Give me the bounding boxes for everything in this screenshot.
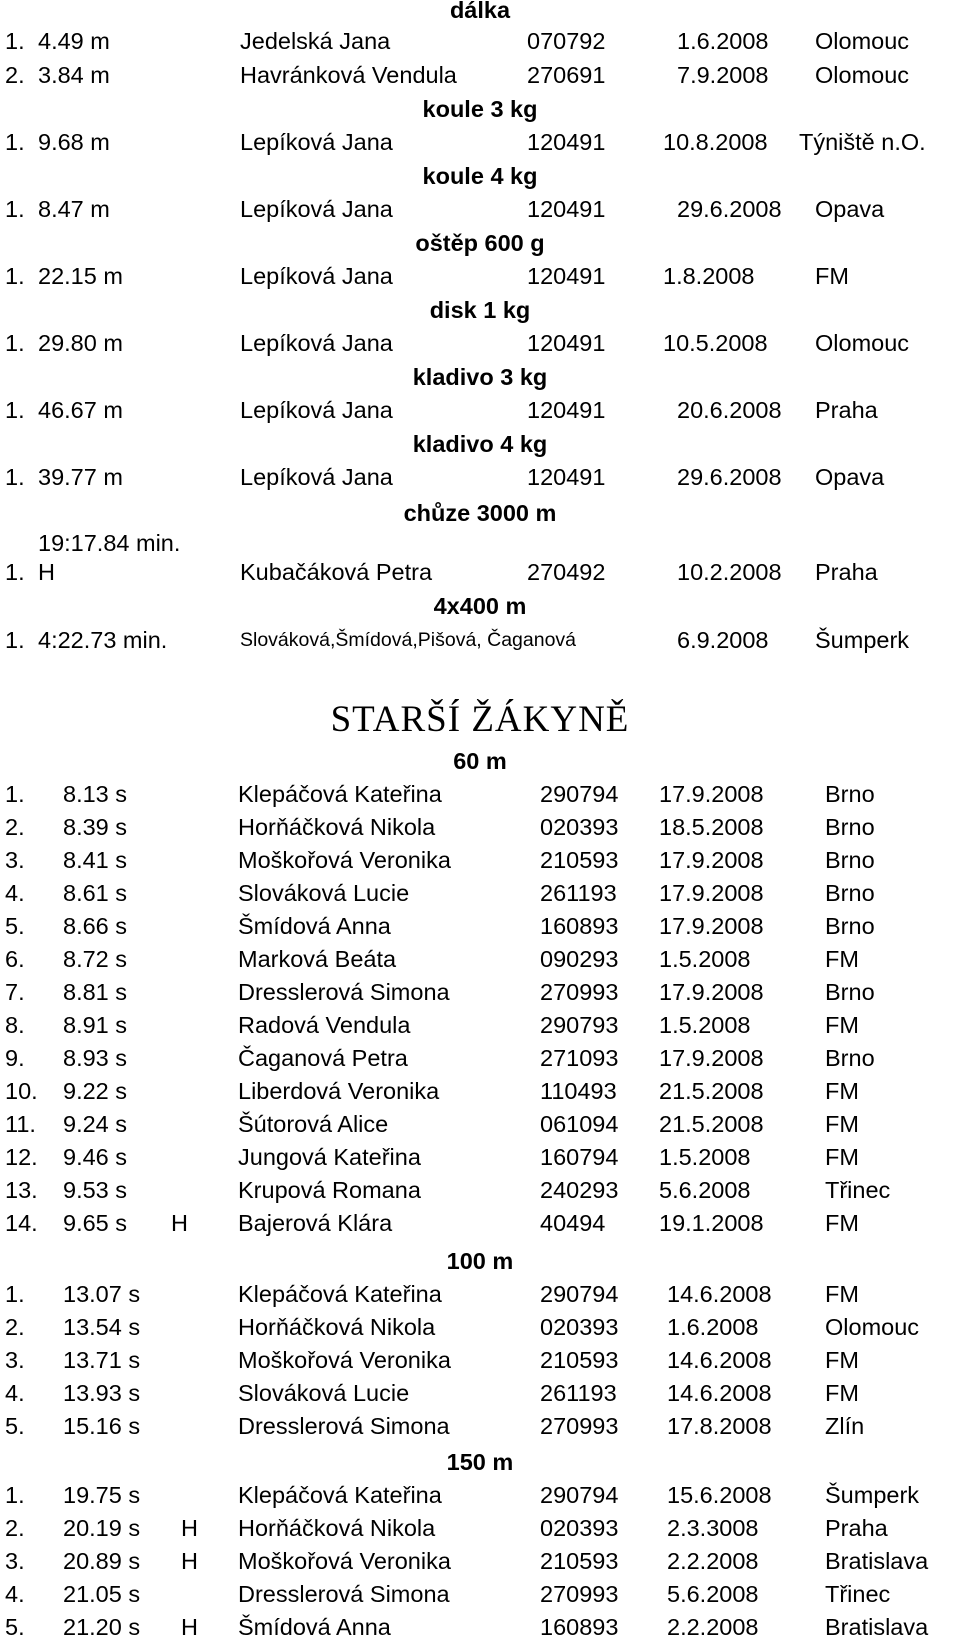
result: 8.93 s	[63, 1045, 128, 1071]
date: 17.9.2008	[659, 847, 764, 873]
result: 8.47 m	[38, 196, 110, 222]
place: Třinec	[825, 1177, 891, 1203]
result: 4:22.73 min.	[38, 627, 168, 653]
date: 1.8.2008	[663, 263, 755, 289]
date: 18.5.2008	[659, 814, 764, 840]
result-row	[0, 394, 960, 427]
result-row	[0, 1479, 960, 1512]
result: 19.75 s	[63, 1482, 141, 1508]
result: 8.66 s	[63, 913, 128, 939]
result: H	[38, 559, 55, 585]
born: 120491	[527, 397, 606, 423]
rank: 5.	[5, 1614, 25, 1640]
result: 39.77 m	[38, 464, 123, 490]
event-heading: oštěp 600 g	[415, 230, 545, 256]
born: 270993	[540, 1581, 619, 1607]
rank: 8.	[5, 1012, 25, 1038]
result: 20.19 s	[63, 1515, 141, 1541]
athlete: Krupová Romana	[238, 1177, 421, 1203]
result-row	[0, 327, 960, 360]
date: 21.5.2008	[659, 1078, 764, 1104]
result-row	[0, 1311, 960, 1344]
result-row	[0, 1278, 960, 1311]
place: FM	[825, 1380, 859, 1406]
rank: 4.	[5, 1380, 25, 1406]
date: 1.5.2008	[659, 1144, 751, 1170]
athlete: Horňáčková Nikola	[238, 814, 436, 840]
born: 120491	[527, 330, 606, 356]
flag: H	[181, 1548, 198, 1574]
date: 1.6.2008	[677, 28, 769, 54]
date: 17.9.2008	[659, 880, 764, 906]
born: 210593	[540, 847, 619, 873]
result: 9.68 m	[38, 129, 110, 155]
result-row	[0, 1512, 960, 1545]
athlete: Bajerová Klára	[238, 1210, 393, 1236]
born: 020393	[540, 1515, 619, 1541]
place: Třinec	[825, 1581, 891, 1607]
result-row	[0, 126, 960, 159]
rank: 1.	[5, 559, 25, 585]
athlete: Lepíková Jana	[240, 464, 393, 490]
born: 070792	[527, 28, 606, 54]
born: 160794	[540, 1144, 619, 1170]
athlete: Jungová Kateřina	[238, 1144, 421, 1170]
date: 1.5.2008	[659, 946, 751, 972]
result: 21.20 s	[63, 1614, 141, 1640]
place: Opava	[815, 464, 885, 490]
athlete: Jedelská Jana	[240, 28, 391, 54]
born: 290794	[540, 781, 619, 807]
rank: 13.	[5, 1177, 38, 1203]
flag: H	[181, 1614, 198, 1640]
date: 29.6.2008	[677, 196, 782, 222]
place: Brno	[825, 979, 875, 1005]
rank: 1.	[5, 263, 25, 289]
result-row	[0, 1009, 960, 1042]
date: 14.6.2008	[667, 1281, 772, 1307]
date: 29.6.2008	[677, 464, 782, 490]
rank: 1.	[5, 330, 25, 356]
date: 19.1.2008	[659, 1210, 764, 1236]
place: FM	[825, 946, 859, 972]
place: Olomouc	[815, 28, 910, 54]
place: Týniště n.O.	[799, 129, 926, 155]
place: Brno	[825, 880, 875, 906]
rank: 1.	[5, 1281, 25, 1307]
event-heading: disk 1 kg	[429, 297, 531, 323]
result-row	[0, 1042, 960, 1075]
flag: H	[171, 1210, 188, 1236]
athlete: Lepíková Jana	[240, 129, 393, 155]
result-row	[0, 1545, 960, 1578]
rank: 3.	[5, 1347, 25, 1373]
result: 8.41 s	[63, 847, 128, 873]
result-row	[0, 461, 960, 494]
rank: 5.	[5, 913, 25, 939]
athlete: Moškořová Veronika	[238, 1548, 451, 1574]
born: 120491	[527, 196, 606, 222]
rank: 2.	[5, 1314, 25, 1340]
date: 17.8.2008	[667, 1413, 772, 1439]
result: 4.49 m	[38, 28, 110, 54]
athlete: Radová Vendula	[238, 1012, 411, 1038]
date: 17.9.2008	[659, 781, 764, 807]
athlete: Lepíková Jana	[240, 263, 393, 289]
born: 40494	[540, 1210, 606, 1236]
rank: 1.	[5, 627, 25, 653]
athlete: Horňáčková Nikola	[238, 1515, 436, 1541]
result-row	[0, 1344, 960, 1377]
place: Praha	[825, 1515, 888, 1541]
place: Brno	[825, 1045, 875, 1071]
result: 29.80 m	[38, 330, 123, 356]
event-heading: chůze 3000 m	[403, 500, 557, 526]
result: 22.15 m	[38, 263, 123, 289]
result-row	[0, 193, 960, 226]
result-row	[0, 1377, 960, 1410]
place: Olomouc	[825, 1314, 920, 1340]
result-row	[0, 778, 960, 811]
event-heading: 60 m	[453, 748, 507, 774]
rank: 2.	[5, 814, 25, 840]
athlete: Kubačáková Petra	[240, 559, 433, 585]
result: 9.22 s	[63, 1078, 128, 1104]
date: 10.2.2008	[677, 559, 782, 585]
rank: 1.	[5, 196, 25, 222]
athlete: Šmídová Anna	[238, 913, 391, 939]
athlete: Lepíková Jana	[240, 330, 393, 356]
place: Šumperk	[825, 1482, 920, 1508]
born: 271093	[540, 1045, 619, 1071]
athlete: Havránková Vendula	[240, 62, 457, 88]
athlete: Slováková,Šmídová,Pišová, Čaganová	[240, 629, 577, 651]
athlete: Liberdová Veronika	[238, 1078, 440, 1104]
athlete: Dresslerová Simona	[238, 1413, 450, 1439]
born: 290794	[540, 1482, 619, 1508]
rank: 5.	[5, 1413, 25, 1439]
born: 120491	[527, 263, 606, 289]
result: 19:17.84 min.	[38, 530, 181, 556]
result-row	[0, 59, 960, 92]
result: 8.72 s	[63, 946, 128, 972]
result-row	[0, 976, 960, 1009]
born: 270993	[540, 1413, 619, 1439]
result-row	[0, 556, 960, 589]
athlete: Moškořová Veronika	[238, 1347, 451, 1373]
rank: 9.	[5, 1045, 25, 1071]
place: Brno	[825, 814, 875, 840]
result-row	[0, 25, 960, 58]
result-row	[0, 1207, 960, 1240]
athlete: Slováková Lucie	[238, 880, 410, 906]
place: Olomouc	[815, 330, 910, 356]
date: 6.9.2008	[677, 627, 769, 653]
flag: H	[181, 1515, 198, 1541]
result-row	[0, 910, 960, 943]
result-row	[0, 1141, 960, 1174]
athlete: Klepáčová Kateřina	[238, 1281, 442, 1307]
athlete: Čaganová Petra	[238, 1045, 408, 1071]
place: Bratislava	[825, 1548, 929, 1574]
date: 1.5.2008	[659, 1012, 751, 1038]
place: FM	[825, 1111, 859, 1137]
date: 5.6.2008	[659, 1177, 751, 1203]
event-heading: 150 m	[446, 1449, 514, 1475]
athlete: Klepáčová Kateřina	[238, 1482, 442, 1508]
born: 270691	[527, 62, 606, 88]
place: FM	[825, 1210, 859, 1236]
place: Praha	[815, 397, 878, 423]
born: 020393	[540, 814, 619, 840]
result-row	[0, 844, 960, 877]
result: 3.84 m	[38, 62, 110, 88]
athlete: Slováková Lucie	[238, 1380, 410, 1406]
result-row	[0, 877, 960, 910]
rank: 11.	[5, 1111, 36, 1137]
date: 14.6.2008	[667, 1347, 772, 1373]
result-row	[0, 1578, 960, 1611]
event-heading: dálka	[449, 0, 511, 23]
date: 2.3.3008	[667, 1515, 759, 1541]
athlete: Lepíková Jana	[240, 397, 393, 423]
born: 290794	[540, 1281, 619, 1307]
result: 21.05 s	[63, 1581, 141, 1607]
born: 020393	[540, 1314, 619, 1340]
place: FM	[825, 1281, 859, 1307]
result: 8.91 s	[63, 1012, 128, 1038]
born: 210593	[540, 1347, 619, 1373]
date: 17.9.2008	[659, 979, 764, 1005]
rank: 10.	[5, 1078, 38, 1104]
result-row	[0, 1108, 960, 1141]
result: 8.81 s	[63, 979, 128, 1005]
athlete: Šútorová Alice	[238, 1111, 389, 1137]
athlete: Klepáčová Kateřina	[238, 781, 442, 807]
born: 261193	[540, 880, 617, 906]
rank: 2.	[5, 62, 25, 88]
place: Brno	[825, 847, 875, 873]
result: 9.46 s	[63, 1144, 128, 1170]
athlete: Dresslerová Simona	[238, 1581, 450, 1607]
result: 13.07 s	[63, 1281, 141, 1307]
athlete: Dresslerová Simona	[238, 979, 450, 1005]
event-heading: koule 3 kg	[422, 96, 538, 122]
born: 120491	[527, 464, 606, 490]
date: 10.8.2008	[663, 129, 768, 155]
place: Bratislava	[825, 1614, 929, 1640]
result: 8.39 s	[63, 814, 128, 840]
date: 15.6.2008	[667, 1482, 772, 1508]
result-row	[0, 943, 960, 976]
place: Praha	[815, 559, 878, 585]
result-row	[0, 1174, 960, 1207]
born: 120491	[527, 129, 606, 155]
rank: 3.	[5, 1548, 25, 1574]
place: Zlín	[825, 1413, 865, 1439]
result: 13.71 s	[63, 1347, 141, 1373]
rank: 7.	[5, 979, 25, 1005]
date: 20.6.2008	[677, 397, 782, 423]
date: 2.2.2008	[667, 1548, 759, 1574]
rank: 3.	[5, 847, 25, 873]
rank: 1.	[5, 464, 25, 490]
born: 160893	[540, 1614, 619, 1640]
rank: 1.	[5, 129, 25, 155]
born: 290793	[540, 1012, 619, 1038]
section-title: STARŠÍ ŽÁKYNĚ	[330, 699, 630, 740]
athlete: Lepíková Jana	[240, 196, 393, 222]
result: 8.61 s	[63, 880, 128, 906]
place: FM	[815, 263, 849, 289]
result: 9.24 s	[63, 1111, 128, 1137]
place: FM	[825, 1012, 859, 1038]
rank: 1.	[5, 1482, 25, 1508]
result-row	[0, 1075, 960, 1108]
result-row	[0, 624, 960, 657]
event-heading: kladivo 4 kg	[412, 431, 548, 457]
place: Šumperk	[815, 627, 910, 653]
rank: 1.	[5, 397, 25, 423]
born: 160893	[540, 913, 619, 939]
rank: 1.	[5, 781, 25, 807]
born: 061094	[540, 1111, 619, 1137]
rank: 1.	[5, 28, 25, 54]
rank: 6.	[5, 946, 25, 972]
athlete: Šmídová Anna	[238, 1614, 391, 1640]
born: 270492	[527, 559, 606, 585]
date: 5.6.2008	[667, 1581, 759, 1607]
event-heading: kladivo 3 kg	[412, 364, 548, 390]
place: FM	[825, 1347, 859, 1373]
result: 15.16 s	[63, 1413, 141, 1439]
rank: 4.	[5, 1581, 25, 1607]
result-row	[0, 260, 960, 293]
place: Olomouc	[815, 62, 910, 88]
born: 110493	[540, 1078, 617, 1104]
result: 8.13 s	[63, 781, 128, 807]
athlete: Marková Beáta	[238, 946, 397, 972]
result: 9.65 s	[63, 1210, 128, 1236]
athlete: Horňáčková Nikola	[238, 1314, 436, 1340]
rank: 14.	[5, 1210, 38, 1236]
result: 9.53 s	[63, 1177, 128, 1203]
place: Brno	[825, 781, 875, 807]
place: FM	[825, 1078, 859, 1104]
date: 14.6.2008	[667, 1380, 772, 1406]
date: 17.9.2008	[659, 1045, 764, 1071]
athlete: Moškořová Veronika	[238, 847, 451, 873]
result: 13.93 s	[63, 1380, 141, 1406]
result: 46.67 m	[38, 397, 123, 423]
date: 1.6.2008	[667, 1314, 759, 1340]
place: FM	[825, 1144, 859, 1170]
result-row	[0, 1611, 960, 1644]
born: 270993	[540, 979, 619, 1005]
date: 7.9.2008	[677, 62, 769, 88]
result: 13.54 s	[63, 1314, 141, 1340]
born: 240293	[540, 1177, 619, 1203]
rank: 4.	[5, 880, 25, 906]
born: 210593	[540, 1548, 619, 1574]
date: 2.2.2008	[667, 1614, 759, 1640]
rank: 12.	[5, 1144, 38, 1170]
born: 261193	[540, 1380, 617, 1406]
rank: 2.	[5, 1515, 25, 1541]
born: 090293	[540, 946, 619, 972]
place: Opava	[815, 196, 885, 222]
event-heading: 100 m	[446, 1248, 514, 1274]
date: 17.9.2008	[659, 913, 764, 939]
event-heading: koule 4 kg	[422, 163, 538, 189]
date: 21.5.2008	[659, 1111, 764, 1137]
result-row	[0, 1410, 960, 1443]
event-heading: 4x400 m	[433, 593, 527, 619]
result: 20.89 s	[63, 1548, 141, 1574]
result-row	[0, 811, 960, 844]
place: Brno	[825, 913, 875, 939]
date: 10.5.2008	[663, 330, 768, 356]
